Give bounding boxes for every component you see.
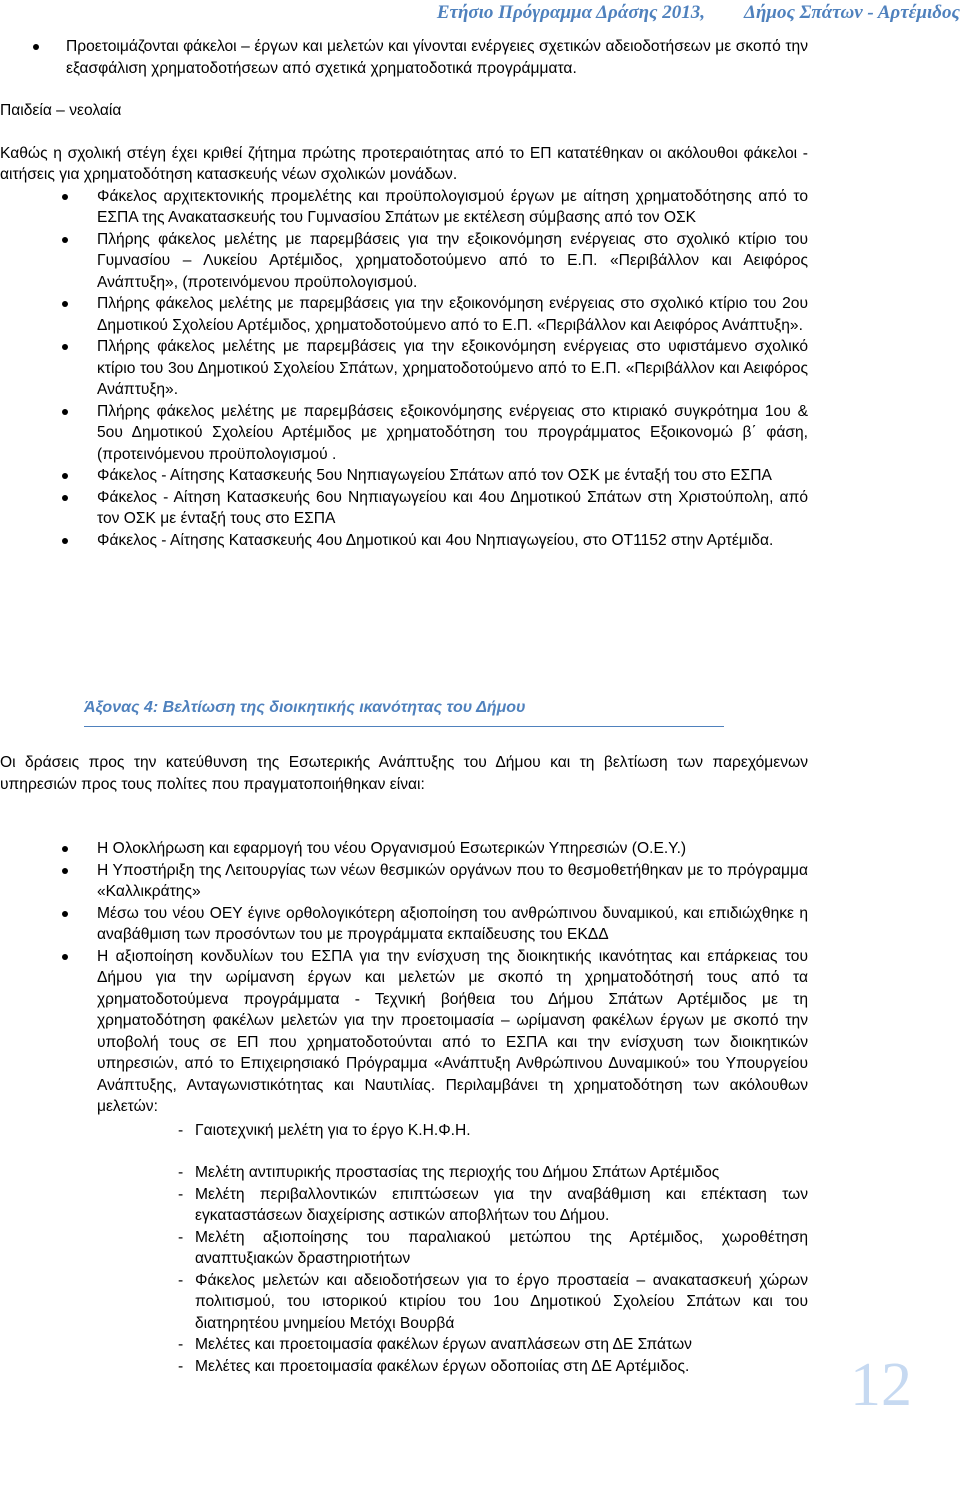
education-item: [0, 530, 808, 552]
study-item-text: Φάκελος μελετών και αδειοδοτήσεων για το έργο προσταεία – ανακατασκευή χώρων πολιτισμού, του ιστορικού κτιρίου του 1ου Δημοτικού Σχολείου Σπάτων και του διατηρητέου μνημείου Μετόχι Βουρβά: [195, 1271, 808, 1332]
dash-marker: -: [178, 1121, 184, 1139]
study-item: [0, 1120, 808, 1142]
study-item-text: Μελέτη αντιπυρικής προστασίας της περιοχής του Δήμου Σπάτων Αρτέμιδος: [195, 1164, 720, 1181]
axis4-item: [0, 946, 808, 1118]
education-item-text: Πλήρης φάκελος μελέτης με παρεμβάσεις για την εξοικονόμηση ενέργειας στο σχολικό κτίριο του Γυμνασίου – Λυκείου Αρτέμιδος, χρηματοδοτούμενο από το Ε.Π. «Περιβάλλον και Αειφόρος Ανάπτυξη», (προτεινόμενου προϋπολογισμού.: [97, 230, 808, 291]
section-heading-education: Παιδεία – νεολαία: [0, 102, 122, 119]
dash-marker: -: [178, 1185, 184, 1203]
axis4-title: Άξονας 4: Βελτίωση της διοικητικής ικανότητας του Δήμου: [84, 699, 526, 716]
study-item-text: Μελέτες και προετοιμασία φακέλων έργων αναπλάσεων στη ΔΕ Σπάτων: [195, 1336, 692, 1353]
dash-marker: -: [178, 1357, 184, 1375]
bullet-icon: [62, 344, 68, 350]
education-item-text: Φάκελος - Αίτηση Κατασκευής 6ου Νηπιαγωγείου και 4ου Δημοτικού Σπάτων στη Χριστούπολη, από τον ΟΣΚ με ένταξή τους στο ΕΣΠΑ: [97, 488, 808, 527]
bullet-icon: [62, 473, 68, 479]
header-title-left: Ετήσιο Πρόγραμμα Δράσης 2013,: [436, 2, 705, 23]
study-item: [0, 1334, 808, 1356]
header-title-right: Δήμος Σπάτων - Αρτέμιδος: [744, 2, 960, 23]
bullet-icon: [62, 868, 68, 874]
bullet-icon: [62, 237, 68, 243]
bullet-icon: [62, 911, 68, 917]
intro-bullet-text: Προετοιμάζονται φάκελοι – έργων και μελετών και γίνονται ενέργειες σχετικών αδειοδοτήσεων με σκοπό την εξασφάλιση χρηματοδοτήσεων από σχετικά χρηματοδοτικά προγράμματα.: [66, 38, 808, 77]
bullet-icon: [62, 409, 68, 415]
study-item: [0, 1270, 808, 1335]
page-number: 12: [850, 1351, 912, 1419]
bullet-icon: [62, 846, 68, 852]
study-item: [0, 1184, 808, 1227]
education-item-text: Πλήρης φάκελος μελέτης με παρεμβάσεις εξοικονόμησης ενέργειας στο κτιριακό συγκρότημα 1ου & 5ου Δημοτικού Σχολείου Αρτέμιδος με χρηματοδότηση του προγράμματος Εξοικονομώ β΄ φάση, (προτεινόμενου προϋπολογισμού .: [97, 402, 808, 463]
education-item: [0, 465, 808, 487]
axis4-item-text: Η Υποστήριξη της Λειτουργίας των νέων θεσμικών οργάνων που το θεσμοθετήθηκαν με το πρόγραμμα «Καλλικράτης»: [97, 861, 808, 900]
study-item-text: Μελέτη αξιοποίησης του παραλιακού μετώπου της Αρτέμιδος, χωροθέτηση αναπτυξιακών δραστηριοτήτων: [195, 1228, 808, 1267]
education-item-text: Φάκελος αρχιτεκτονικής προμελέτης και προϋπολογισμού έργων με αίτηση χρηματοδότησης από το ΕΣΠΑ της Ανακατασκευής του Γυμνασίου Σπάτων με εκτέλεση σύμβασης από τον ΟΣΚ: [97, 187, 808, 226]
education-item: [0, 401, 808, 466]
education-item-text: Πλήρης φάκελος μελέτης με παρεμβάσεις για την εξοικονόμηση ενέργειας στο σχολικό κτίριο του 2ου Δημοτικού Σχολείου Αρτέμιδος, χρηματοδοτούμενο από το Ε.Π. «Περιβάλλον και Αειφόρος Ανάπτυξη».: [97, 295, 808, 334]
education-intro: Καθώς η σχολική στέγη έχει κριθεί ζήτημα πρώτης προτεραιότητας από το ΕΠ κατατέθηκαν οι ακόλουθοι φάκελοι - αιτήσεις για χρηματοδότηση κατασκευής νέων σχολικών μονάδων.: [0, 144, 808, 183]
study-item-text: Μελέτη περιβαλλοντικών επιπτώσεων για την αναβάθμιση και επέκταση των εγκαταστάσεων διαχείρισης αστικών αποβλήτων του Δήμου.: [195, 1185, 808, 1224]
dash-marker: -: [178, 1164, 184, 1181]
axis4-item-text: Η αξιοποίηση κονδυλίων του ΕΣΠΑ για την ενίσχυση της διοικητικής ικανότητας και επάρκειας του Δήμου για την ωρίμανση έργων και μελετών με σκοπό τη χρηματοδότησή τους από τα χρηματοδοτούμενα προγράμματα - Τεχνική βοήθεια του Δήμου Σπάτων Αρτέμιδος με τη χρηματοδότηση φακέλων μελετών για την προετοιμασία – ωρίμανση φακέλων έργων με σκοπό την υποβολή τους σε ΕΠ που χρηματοδοτούνται από το ΕΣΠΑ και την ενίσχυση των διοικητικών υπηρεσιών, από το Επιχειρησιακό Πρόγραμμα «Ανάπτυξη Ανθρώπινου Δυναμικού» του Υπουργείου Ανάπτυξης, Ανταγωνιστικότητας και Ναυτιλίας. Περιλαμβάνει τη χρηματοδότηση των ακόλουθων μελετών:: [97, 947, 808, 1115]
axis4-item: [0, 838, 808, 860]
education-item-text: Πλήρης φάκελος μελέτης με παρεμβάσεις για την εξοικονόμηση ενέργειας στο υφιστάμενο σχολικό κτίριο του 3ου Δημοτικού Σχολείου Σπάτων, χρηματοδοτούμενο από το Ε.Π. «Περιβάλλον και Αειφόρος Ανάπτυξη».: [97, 338, 808, 398]
bullet-icon: [62, 495, 68, 501]
study-item-text: Μελέτες και προετοιμασία φακέλων έργων οδοποιίας στη ΔΕ Αρτέμιδος.: [195, 1357, 690, 1375]
page-body: [0, 36, 808, 551]
study-item: [0, 1227, 808, 1270]
dash-marker: -: [178, 1271, 184, 1289]
bullet-icon: [33, 44, 39, 50]
bullet-icon: [62, 538, 68, 544]
bullet-icon: [62, 954, 68, 960]
dash-marker: -: [178, 1228, 184, 1246]
education-item-text: Φάκελος - Αίτησης Κατασκευής 4ου Δημοτικού και 4ου Νηπιαγωγείου, στο ΟΤ1152 στην Αρτέμιδα.: [97, 531, 774, 549]
axis4-underline: [84, 726, 724, 727]
axis4-item: [0, 903, 808, 946]
dash-marker: -: [178, 1336, 184, 1353]
education-item-text: Φάκελος - Αίτησης Κατασκευής 5ου Νηπιαγωγείου Σπάτων από τον ΟΣΚ με ένταξή του στο ΕΣΠΑ: [97, 467, 772, 484]
axis4-intro: Οι δράσεις προς την κατεύθυνση της Εσωτερικής Ανάπτυξης του Δήμου και τη βελτίωση των παρεχόμενων υπηρεσιών προς τους πολίτες που πραγματοποιήθηκαν είναι:: [0, 754, 808, 793]
education-item: [0, 186, 808, 229]
spacer: [0, 795, 808, 838]
axis4-item: [0, 860, 808, 903]
intro-bullet: [0, 36, 808, 79]
study-item-text: Γαιοτεχνική μελέτη για το έργο Κ.Η.Φ.Η.: [195, 1121, 471, 1139]
axis4-body: [0, 752, 808, 1377]
axis4-item-text: Η Ολοκλήρωση και εφαρμογή του νέου Οργανισμού Εσωτερικών Υπηρεσιών (Ο.Ε.Υ.): [97, 840, 687, 857]
education-item: [0, 487, 808, 530]
education-item: [0, 336, 808, 401]
axis4-item-text: Μέσω του νέου ΟΕΥ έγινε ορθολογικότερη αξιοποίηση του ανθρώπινου δυναμικού, και επιδιώχθηκε η αναβάθμιση των προσόντων του με προγράμματα εκπαίδευσης του ΕΚΔΔ: [97, 904, 808, 943]
bullet-icon: [62, 194, 68, 200]
education-item: [0, 229, 808, 294]
study-item: [0, 1162, 808, 1184]
bullet-icon: [62, 301, 68, 307]
study-item: [0, 1356, 808, 1378]
education-item: [0, 293, 808, 336]
